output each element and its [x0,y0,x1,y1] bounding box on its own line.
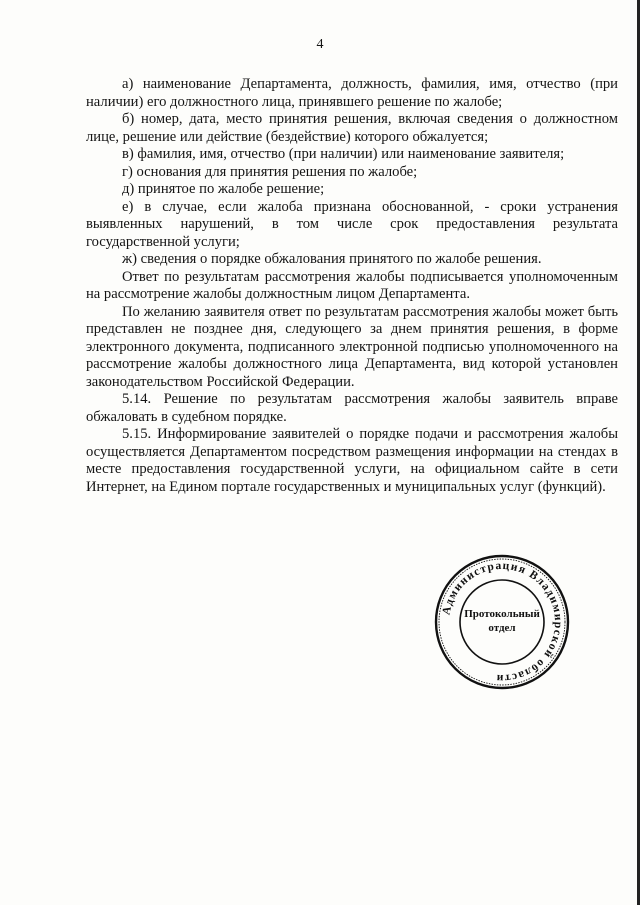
paragraph-item-e: е) в случае, если жалоба признана обоснованной, - сроки устранения выявленных нарушений, в том числе срок предоставления результата государственной услуги; [86,198,618,250]
seal-center-line1: Протокольный [464,608,540,620]
paragraph-item-b: б) номер, дата, место принятия решения, включая сведения о должностном лице, решение или действие (бездействие) которого обжалуется; [86,111,618,145]
paragraph-electronic-answer: По желанию заявителя ответ по результатам рассмотрения жалобы может быть представлен не позднее дня, следующего за днем принятия решения, в форме электронного документа, подписанного электронной подписью уполномоченного на рассмотрение жалобы должностного лица Департамента, вид которой установлен законодательством Российской Федерации. [86,303,618,390]
paragraph-item-v: в) фамилия, имя, отчество (при наличии) или наименование заявителя; [122,146,565,162]
seal-ring-text: Администрация Владимирской области [440,559,565,685]
page-number: 4 [316,37,324,52]
document-body [86,76,618,496]
official-seal-stamp [433,553,571,691]
paragraph-answer-signing: Ответ по результатам рассмотрения жалобы подписывается уполномоченным на рассмотрение жалобы должностным лицом Департамента. [86,268,618,302]
paragraph-item-g: г) основания для принятия решения по жалобе; [122,163,418,180]
paragraph-5-14: 5.14. Решение по результатам рассмотрения жалобы заявитель вправе обжаловать в судебном порядке. [86,391,618,425]
seal-center-line2: отдел [488,622,516,634]
paragraph-item-d: д) принятое по жалобе решение; [122,181,325,197]
paragraph-item-a: а) наименование Департамента, должность, фамилия, имя, отчество (при наличии) его должностного лица, принявшего решение по жалобе; [86,76,618,110]
paragraph-item-zh: ж) сведения о порядке обжалования принятого по жалобе решения. [122,251,542,267]
paragraph-5-15: 5.15. Информирование заявителей о порядке подачи и рассмотрения жалобы осуществляется Департаментом посредством размещения информации на стендах в месте предоставления государственной услуги, на официальном сайте в сети Интернет, на Едином портале государственных и муниципальных услуг (функций). [86,426,618,495]
